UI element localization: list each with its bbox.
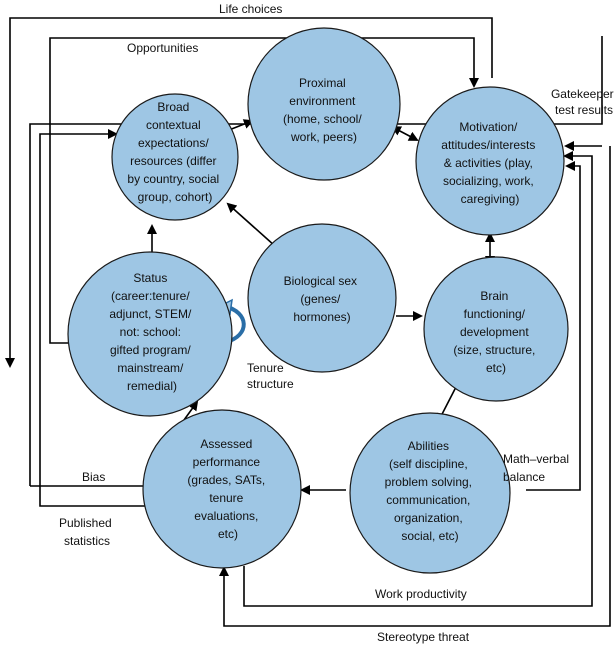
label-published-statistics: Published statistics <box>58 516 112 548</box>
nodes <box>68 28 568 573</box>
node-status-label: Status (career:tenure/ adjunct, STEM/ not: school: gifted program/ mainstream/ remedial) <box>109 271 192 393</box>
label-math-verbal: Math–verbal balance <box>503 452 570 484</box>
node-motivation-label: Motivation/ attitudes/interests & activities (play, socializing, work, caregiving) <box>441 120 536 206</box>
arrow-bio-to-broad <box>228 204 275 246</box>
node-proximal <box>248 28 400 180</box>
label-bias: Bias <box>82 470 106 484</box>
node-biological-label: Biological sex (genes/ hormones) <box>283 274 358 324</box>
label-stereotype-threat: Stereotype threat <box>377 630 470 644</box>
node-assessed <box>143 410 301 568</box>
node-abilities <box>350 413 510 573</box>
arrow-proximal-motivation <box>398 130 417 140</box>
node-broad <box>112 94 238 220</box>
node-assessed-label: Assessed performance (grades, SATs, tenure evaluations, etc) <box>187 437 266 541</box>
node-abilities-label: Abilities (self discipline, problem solving, communication, organization, social, etc) <box>384 439 473 543</box>
node-status <box>68 252 232 416</box>
node-broad-label: Broad contextual expectations/ resources (differ by country, social group, cohort) <box>127 100 220 204</box>
arrow-broad-to-proximal <box>229 121 252 130</box>
node-motivation <box>416 87 564 235</box>
node-brain-label: Brain functioning/ development (size, structure, etc) <box>453 289 536 375</box>
node-biological <box>248 224 396 372</box>
label-gatekeeper: Gatekeeper test results <box>550 87 614 117</box>
label-work-productivity: Work productivity <box>375 587 467 601</box>
label-opportunities: Opportunities <box>127 41 199 55</box>
label-life-choices: Life choices <box>219 2 283 16</box>
label-tenure-structure: Tenure structure <box>247 361 294 391</box>
node-brain <box>424 257 568 401</box>
node-proximal-label: Proximal environment (home, school/ work, peers) <box>282 76 362 144</box>
